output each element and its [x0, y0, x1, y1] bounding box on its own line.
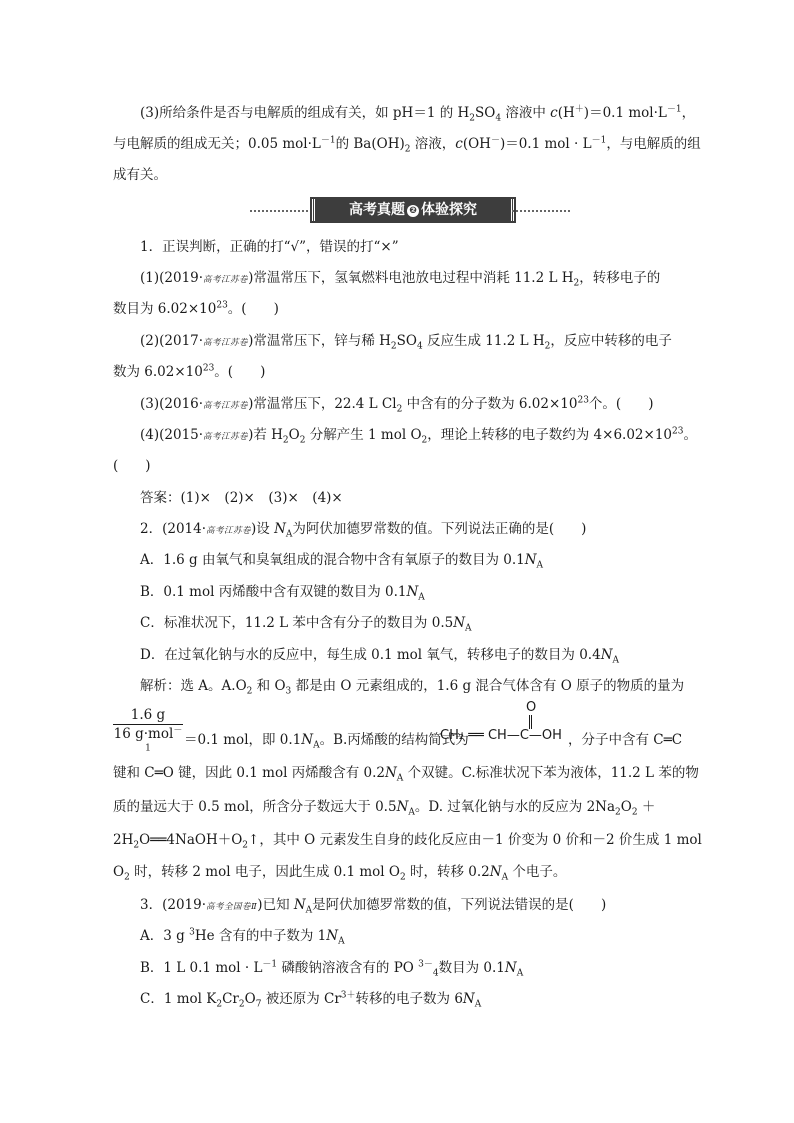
- intro-line-2: 与电解质的组成无关；0.05 $mol\cdot L^{-1}$的 $Ba(OH)_2$ 溶液，c(OH－)＝0.1 mol · $L^{-1}$，与电解质的组: [113, 135, 701, 155]
- q1-item-1-cont: 数目为 $6.02\times 10^{23}$。( ): [113, 300, 279, 317]
- q2-solution-2b: ，分子中含有 C═C: [568, 732, 683, 748]
- q2-solution-5: $2H_2O══4NaOH+O_2↑$，其中 O 元素发生自身的歧化反应由－1 价变为 0 价和－2 价生成 1 mol: [113, 832, 702, 851]
- fraction-numerator: 1.6 g: [113, 706, 183, 725]
- q3-option-c: C．1 mol $K_2Cr_2O_7$ 被还原为 $Cr^{3+}$转移的电子数为 $6N_A$: [140, 990, 482, 1010]
- q2-option-b: B．0.1 mol 丙烯酸中含有双键的数目为 $0.1N_A$: [140, 584, 425, 603]
- q1-item-4-cont: ( ): [113, 458, 151, 474]
- q2-solution-1: 解析：选 A。$A.O_2$ 和 $O_3$ 都是由 O 元素组成的，1.6 g 混合气体含有 O 原子的物质的量为: [140, 678, 685, 697]
- q2-solution-3: 键和 C═O 键，因此 0.1 mol 丙烯酸含有 $0.2N_A$ 个双键。C.标准状况下苯为液体，11.2 L 苯的物: [113, 765, 699, 784]
- q2-solution-2: ＝0.1 mol，即 $0.1N_A$。B.丙烯酸的结构简式为: [184, 732, 469, 751]
- q1-answer: 答案：(1)× (2)× (3)× (4)×: [140, 490, 343, 506]
- carbonyl-oxygen: O: [526, 700, 537, 715]
- banner-badge-icon: ❷: [407, 205, 419, 217]
- q1-item-2-cont: 数为 $6.02\times 10^{23}$。( ): [113, 363, 266, 380]
- q1-item-3: (3)(2016·高考江苏卷)常温常压下，22.4 L $Cl_2$ 中含有的分子数为 $6.02\times 10^{23}$个。( ): [140, 395, 654, 415]
- q2-stem: 2．(2014·高考江苏卷)设 $N_A$为阿伏加德罗常数的值。下列说法正确的是( ): [140, 521, 587, 540]
- fraction-denominator: 16 g·mol$^{-1}$: [113, 725, 183, 754]
- q1-item-2: (2)(2017·高考江苏卷)常温常压下，锌与稀 $H_2SO_4$ 反应生成 11.2 L $H_2$，反应中转移的电子: [140, 333, 672, 352]
- q2-option-a: A．1.6 g 由氧气和臭氧组成的混合物中含有氧原子的数目为 $0.1N_A$: [140, 552, 544, 571]
- intro-line-1: (3)所给条件是否与电解质的组成有关，如 pH＝1 的 $H_2SO_4$ 溶液中 c(H＋)＝0.1 $mol\cdot L^{-1}$，: [140, 104, 696, 124]
- q3-option-b: B．1 L 0.1 mol · $L^{-1}$ 磷酸钠溶液含有的 PO $^{3-}_4$数目为 $0.1N_A$: [140, 959, 524, 979]
- section-banner: [250, 199, 570, 223]
- q3-stem: 3．(2019·高考全国卷Ⅱ)已知 $N_A$是阿伏加德罗常数的值，下列说法错误的是( ): [140, 897, 607, 916]
- q2-option-c: C．标准状况下，11.2 L 苯中含有分子的数目为 $0.5N_A$: [140, 615, 472, 634]
- q3-option-a: A．3 g $^3$He 含有的中子数为 $1N_A$: [140, 927, 345, 947]
- q1-item-4: (4)(2015·高考江苏卷)若 $H_2O_2$ 分解产生 1 mol $O_2$，理论上转移的电子数约为 $4\times 6.02\times 10^{23}$。: [140, 426, 697, 446]
- q2-option-d: D．在过氧化钠与水的反应中，每生成 0.1 mol 氧气，转移电子的数目为 $0.4N_A$: [140, 647, 619, 666]
- structure-formula: CH₂ ══ CH—C—OH: [440, 728, 562, 743]
- acrylic-acid-structure: [440, 700, 570, 746]
- q2-solution-6: $O_2$ 时，转移 2 mol 电子，因此生成 0.1 mol $O_2$ 时，转移 $0.2N_A$ 个电子。: [113, 864, 567, 883]
- banner-right-text: 体验探究: [421, 202, 477, 218]
- banner-left-text: 高考真题: [349, 202, 405, 218]
- carbonyl-double-bond: [529, 715, 532, 729]
- q1-stem: 1．正误判断，正确的打“√”，错误的打“×”: [140, 239, 399, 255]
- q2-solution-4: 质的量远大于 0.5 mol，所含分子数远大于 $0.5N_A$。D. 过氧化钠与水的反应为 $2Na_2O_2$ ＋: [113, 799, 656, 818]
- intro-line-3: 成有关。: [113, 167, 167, 183]
- fraction: [113, 706, 183, 761]
- q1-item-1: (1)(2019·高考江苏卷)常温常压下，氢氧燃料电池放电过程中消耗 11.2 L $H_2$，转移电子的: [140, 270, 661, 289]
